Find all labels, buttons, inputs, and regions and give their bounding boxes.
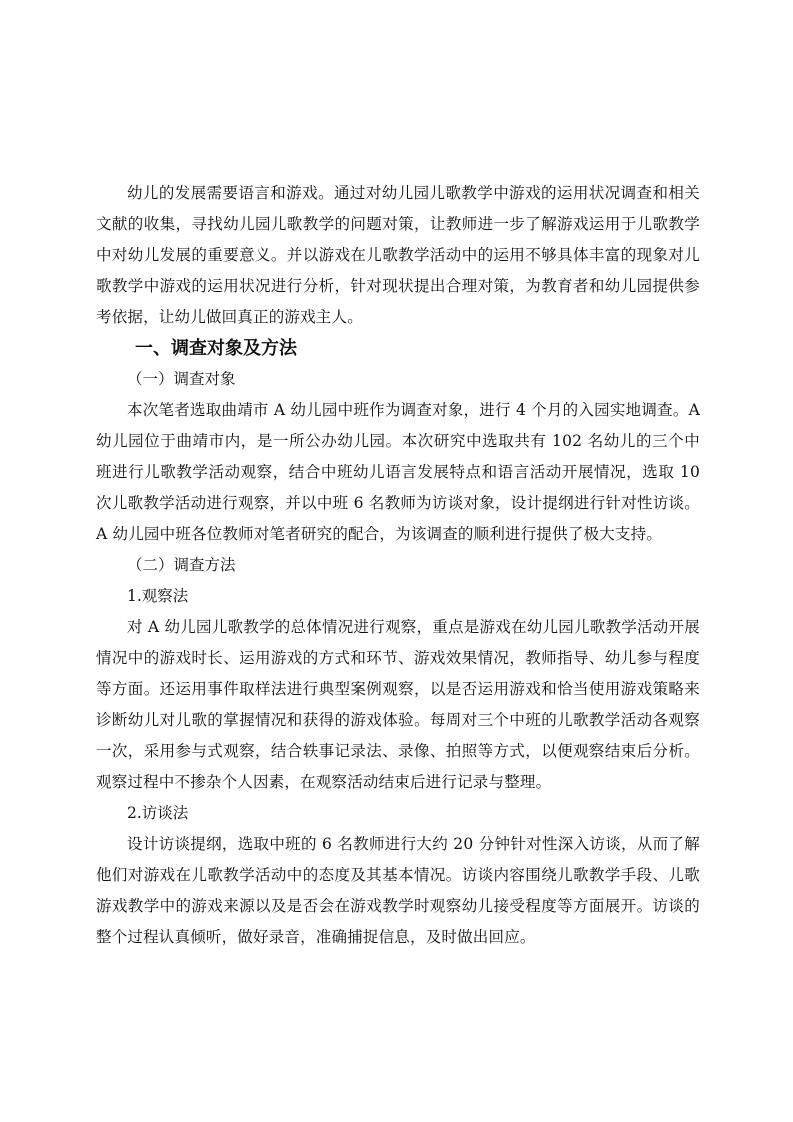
- interview-paragraph: 设计访谈提纲，选取中班的 6 名教师进行大约 20 分钟针对性深入访谈，从而了解他们对游戏在儿歌教学活动中的态度及其基本情况。访谈内容围绕儿歌教学手段、儿歌游戏教学中的游戏来源以及是否会在游戏教学时观察幼儿接受程度等方面展开。访谈的整个过程认真倾听，做好录音，准确捕捉信息，及时做出回应。: [96, 835, 700, 946]
- method-heading-observation: 1.观察法: [127, 587, 189, 605]
- subheading-survey-methods: （二）调查方法: [127, 556, 236, 574]
- survey-objects-paragraph: 本次笔者选取曲靖市 A 幼儿园中班作为调查对象，进行 4 个月的入园实地调查。A 幼儿园位于曲靖市内，是一所公办幼儿园。本次研究中选取共有 102 名幼儿的三个中班进行儿歌教学活动观察，结合中班幼儿语言发展特点和语言活动开展情况，选取 10 次儿歌教学活动进行观察，并以中班 6 名教师为访谈对象，设计提纲进行针对性访谈。A 幼儿园中班各位教师对笔者研究的配合，为该调查的顺利进行提供了极大支持。: [96, 401, 700, 543]
- subheading-survey-objects: （一）调查对象: [127, 370, 236, 388]
- method-heading-interview: 2.访谈法: [127, 804, 189, 822]
- document-body: [96, 178, 700, 953]
- observation-paragraph: 对 A 幼儿园儿歌教学的总体情况进行观察，重点是游戏在幼儿园儿歌教学活动开展情况中的游戏时长、运用游戏的方式和环节、游戏效果情况，教师指导、幼儿参与程度等方面。还运用事件取样法进行典型案例观察，以是否运用游戏和恰当使用游戏策略来诊断幼儿对儿歌的掌握情况和获得的游戏体验。每周对三个中班的儿歌教学活动各观察一次，采用参与式观察，结合轶事记录法、录像、拍照等方式，以便观察结束后分析。观察过程中不掺杂个人因素，在观察活动结束后进行记录与整理。: [96, 618, 700, 791]
- intro-paragraph: 幼儿的发展需要语言和游戏。通过对幼儿园儿歌教学中游戏的运用状况调查和相关文献的收集，寻找幼儿园儿歌教学的问题对策，让教师进一步了解游戏运用于儿歌教学中对幼儿发展的重要意义。并以游戏在儿歌教学活动中的运用不够具体丰富的现象对儿歌教学中游戏的运用状况进行分析，针对现状提出合理对策，为教育者和幼儿园提供参考依据，让幼儿做回真正的游戏主人。: [96, 184, 700, 326]
- section-heading-survey-objects-methods: 一、调查对象及方法: [135, 338, 297, 359]
